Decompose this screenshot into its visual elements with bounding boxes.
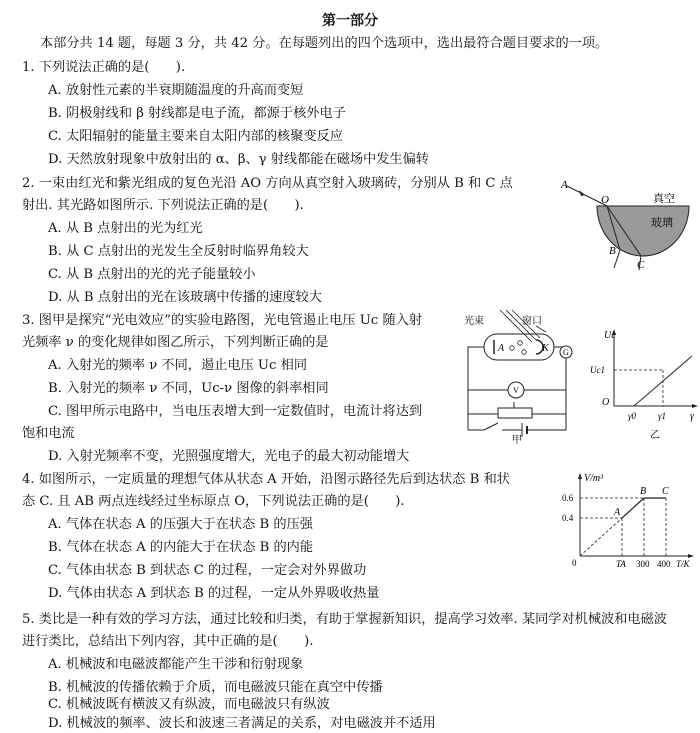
tick-gamma1: γ1 [658, 411, 667, 421]
label-vacuum: 真空 [653, 193, 675, 205]
switch [484, 423, 498, 430]
label-origin: 0 [572, 558, 577, 568]
q5-option-d: D. 机械波的频率、波长和波速三者满足的关系，对电磁波并不适用 [48, 716, 436, 731]
q2-option-c: C. 从 B 点射出的光的光子能量较小 [48, 267, 256, 282]
q2-option-a: A. 从 B 点射出的光为红光 [48, 221, 203, 236]
label-origin: O [602, 397, 610, 408]
q3-option-d: D. 入射光频率不变，光照强度增大，光电子的最大初动能增大 [48, 449, 410, 464]
point-c: C [662, 486, 669, 497]
y-axis-arrow [578, 473, 582, 479]
x-axis-arrow [688, 554, 694, 558]
q5-option-c: C. 机械波既有横波又有纵波，而电磁波只有纵波 [48, 697, 330, 712]
label-cathode: K [542, 343, 549, 354]
q3-option-c-line1: C. 图甲所示电路中，当电压表增大到一定数值时，电流计将达到 [48, 404, 423, 419]
label-window: 窗口 [522, 316, 542, 327]
page-title: 第一部分 [322, 13, 378, 29]
q1-option-d: D. 天然放射现象中放射出的 α、β、γ 射线都能在磁场中发生偏转 [48, 152, 429, 167]
label-anode: A [498, 343, 505, 354]
q1-option-c: C. 太阳辐射的能量主要来自太阳内部的核聚变反应 [48, 129, 343, 144]
electron-3 [522, 350, 527, 355]
q3-stem-line1: 3. 图甲是探究“光电效应”的实验电路图，光电管遏止电压 Uc 随入射 [22, 313, 423, 328]
q2-refraction-figure [555, 176, 700, 271]
q3-option-b: B. 入射光的频率 ν 不同，Uc-ν 图像的斜率相同 [48, 381, 329, 396]
q1-option-a: A. 放射性元素的半衰期随温度的升高而变短 [48, 83, 304, 98]
q1-stem: 1. 下列说法正确的是( ). [22, 60, 186, 75]
q2-stem-line1: 2. 一束由红光和紫光组成的复色光沿 AO 方向从真空射入玻璃砖，分别从 B 和 C 点 [22, 176, 513, 191]
wire-bottom-right [527, 414, 566, 430]
q4-option-d: D. 气体由状态 A 到状态 B 的过程，一定从外界吸收热量 [48, 586, 380, 601]
label-c: C [637, 259, 645, 271]
label-x: T/K [676, 559, 690, 569]
q2-option-d: D. 从 B 点射出的光在该玻璃中传播的速度较大 [48, 290, 322, 305]
rheostat [498, 408, 532, 418]
label-y: V/m³ [584, 473, 604, 484]
point-b: B [640, 486, 647, 497]
tick-06: 0.6 [562, 493, 574, 503]
q2-stem-line2: 射出. 其光路如图所示. 下列说法正确的是( ). [22, 198, 304, 213]
electron-1 [510, 346, 515, 351]
label-voltmeter: V [513, 386, 519, 395]
label-a: A [561, 179, 568, 191]
q3-option-c-line2: 饱和电流 [22, 426, 75, 441]
q1-option-b: B. 阴极射线和 β 射线都是电子流，都源于核外电子 [48, 106, 346, 121]
q2-option-b: B. 从 C 点射出的光发生全反射时临界角较大 [48, 244, 309, 259]
label-x: γ [690, 411, 694, 422]
electron-2 [518, 341, 523, 346]
path-ab [622, 498, 644, 518]
q3-uc-graph-yi [590, 326, 700, 444]
q3-stem-line2: 光频率 ν 的变化规律如图乙所示，下列判断正确的是 [22, 335, 329, 350]
point-a: A [614, 507, 621, 518]
q4-option-b: B. 气体在状态 A 的内能大于在状态 B 的内能 [48, 540, 314, 555]
label-y: Uc [604, 330, 616, 341]
label-galvanometer: G [563, 348, 569, 357]
label-beam: 光束 [464, 316, 484, 327]
q4-vt-graph [560, 470, 700, 574]
q4-option-a: A. 气体在状态 A 的压强大于在状态 B 的压强 [48, 517, 313, 532]
q4-option-c: C. 气体由状态 B 到状态 C 的过程，一定会对外界做功 [48, 563, 367, 578]
q5-stem-line2: 进行类比，总结出下列内容，其中正确的是( ). [22, 634, 314, 649]
x-axis-arrow [692, 404, 698, 408]
caption-yi: 乙 [650, 430, 660, 441]
label-b: B [609, 245, 616, 257]
tick-gamma0: γ0 [628, 411, 637, 421]
tick-ta: TA [616, 559, 626, 569]
origin-to-a-guide [580, 518, 622, 556]
q5-stem-line1: 5. 类比是一种有效的学习方法，通过比较和归类，有助于掌握新知识，提高学习效率. 某同学对机械波和电磁波 [22, 612, 667, 627]
q5-option-b: B. 机械波的传播依赖于介质，而电磁波只能在真空中传播 [48, 680, 383, 695]
q4-stem-line2: 态 C. 且 AB 两点连线经过坐标原点 O，下列说法正确的是( ). [22, 494, 405, 509]
tick-04: 0.4 [562, 513, 574, 523]
label-glass: 玻璃 [651, 217, 673, 229]
q3-circuit-figure-jia [462, 306, 574, 444]
tick-uc1: Uc1 [590, 365, 605, 375]
tick-300: 300 [636, 559, 650, 569]
label-o: O [601, 194, 609, 206]
q5-option-a: A. 机械波和电磁波都能产生干涉和衍射现象 [48, 657, 304, 672]
caption-jia: 甲 [512, 435, 522, 444]
section-intro: 本部分共 14 题，每题 3 分，共 42 分。在每题列出的四个选项中，选出最符合题目要求的一项。 [40, 36, 609, 51]
q4-stem-line1: 4. 如图所示，一定质量的理想气体从状态 A 开始，沿图示路径先后到达状态 B 和状 [22, 472, 510, 487]
tick-400: 400 [657, 559, 671, 569]
q3-option-a: A. 入射光的频率 ν 不同，遏止电压 Uc 相同 [48, 358, 308, 373]
